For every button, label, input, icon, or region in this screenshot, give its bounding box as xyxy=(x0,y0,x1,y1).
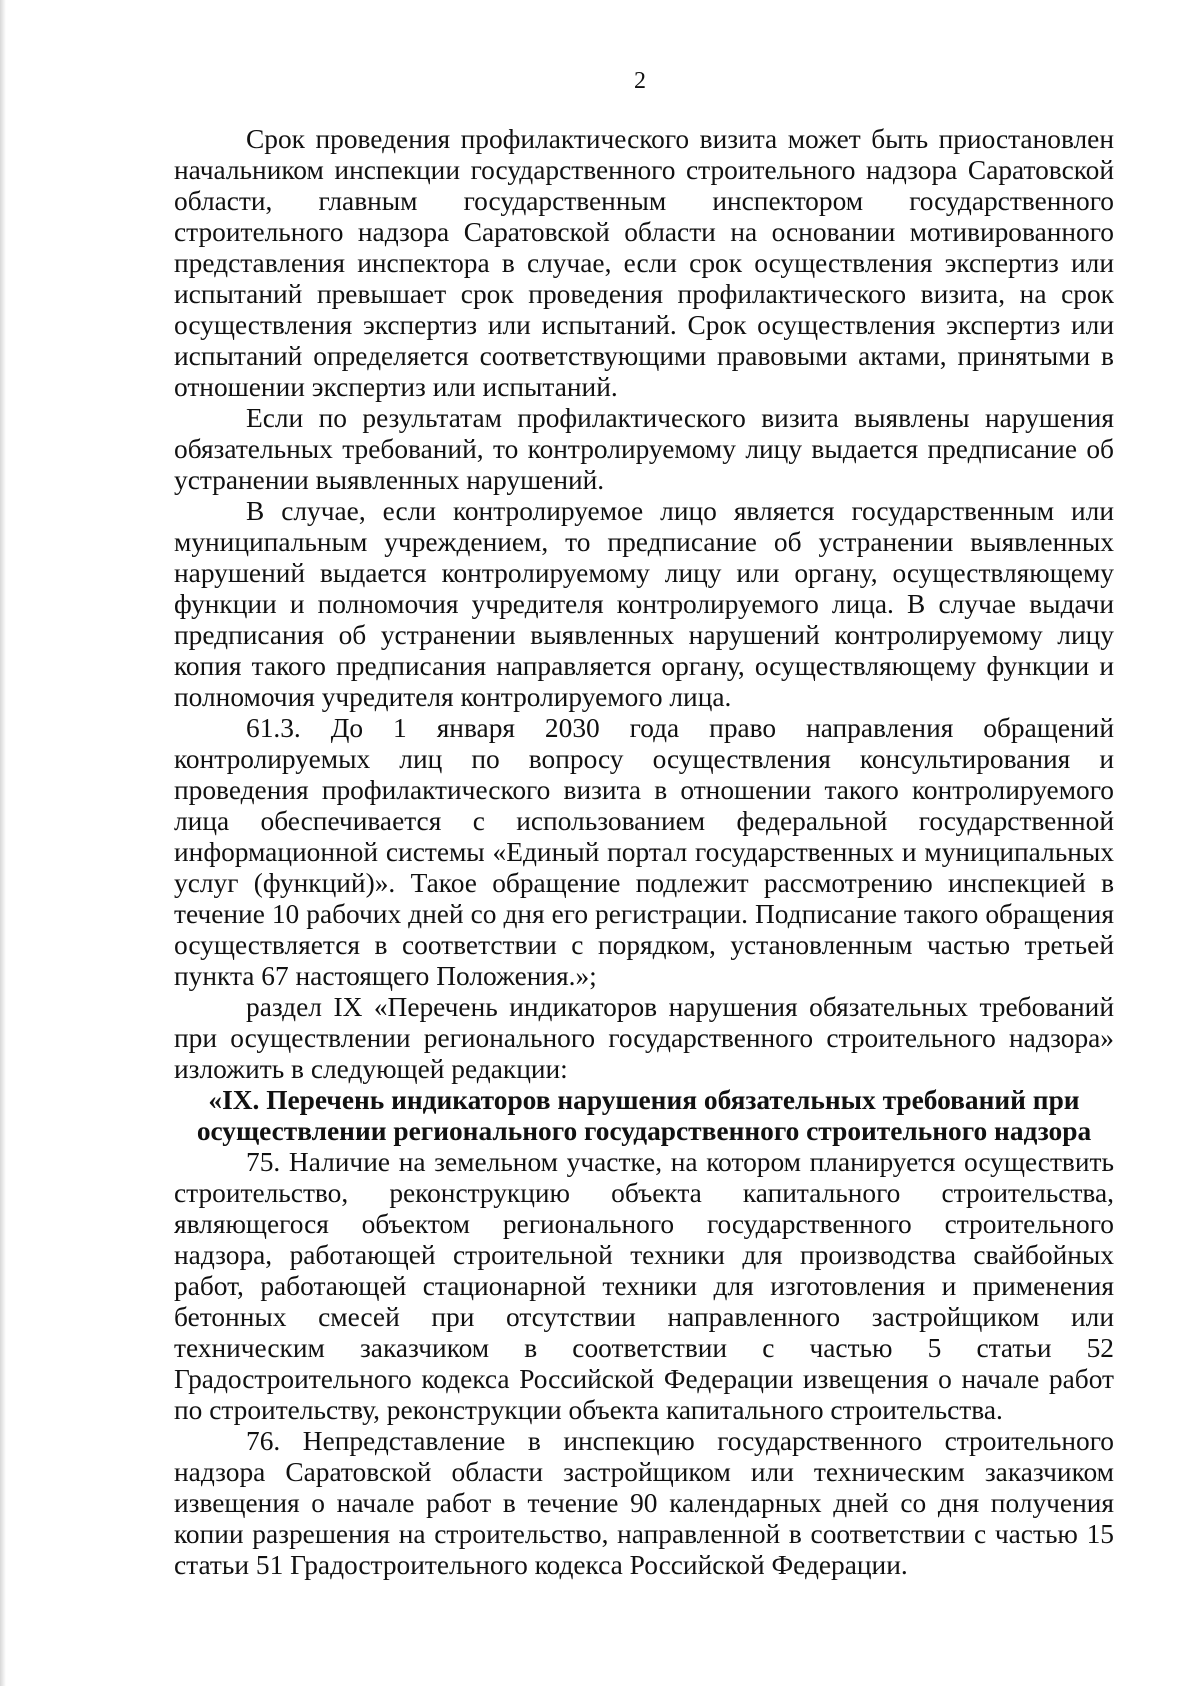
scan-edge xyxy=(0,0,6,1686)
page-number: 2 xyxy=(634,68,646,94)
paragraph-75: 75. Наличие на земельном участке, на котором планируется осуществить строительство, реконструкцию объекта капитального строительства, являющегося объектом регионального государственного строительного надзора, работающей строительной техники для производства свайбойных работ, работающей стационарной техники для изготовления и применения бетонных смесей при отсутствии направленного застройщиком или техническим заказчиком в соответствии с частью 5 статьи 52 Градостроительного кодекса Российской Федерации извещения о начале работ по строительству, реконструкции объекта капитального строительства. xyxy=(174,1147,1114,1425)
section-ix-heading: «IX. Перечень индикаторов нарушения обязательных требований при осуществлении регионального государственного строительного надзора xyxy=(196,1085,1092,1146)
paragraph-section-ix-intro: раздел IX «Перечень индикаторов нарушения обязательных требований при осуществлении регионального государственного строительного надзора» изложить в следующей редакции: xyxy=(174,992,1114,1084)
paragraph-76: 76. Непредставление в инспекцию государственного строительного надзора Саратовской области застройщиком или техническим заказчиком извещения о начале работ в течение 90 календарных дней со дня получения копии разрешения на строительство, направленной в соответствии с частью 15 статьи 51 Градостроительного кодекса Российской Федерации. xyxy=(174,1426,1114,1580)
document-body xyxy=(174,124,1114,1581)
paragraph-61-3: 61.3. До 1 января 2030 года право направления обращений контролируемых лиц по вопросу осуществления консультирования и проведения профилактического визита в отношении такого контролируемого лица обеспечивается с использованием федеральной государственной информационной системы «Единый портал государственных и муниципальных услуг (функций)». Такое обращение подлежит рассмотрению инспекцией в течение 10 рабочих дней со дня его регистрации. Подписание такого обращения осуществляется в соответствии с порядком, установленным частью третьей пункта 67 настоящего Положения.»; xyxy=(174,713,1114,991)
paragraph-suspension-of-visit: Срок проведения профилактического визита может быть приостановлен начальником инспекции государственного строительного надзора Саратовской области, главным государственным инспектором государственного строительного надзора Саратовской области на основании мотивированного представления инспектора в случае, если срок осуществления экспертиз или испытаний превышает срок проведения профилактического визита, на срок осуществления экспертиз или испытаний. Срок осуществления экспертиз или испытаний определяется соответствующими правовыми актами, принятыми в отношении экспертиз или испытаний. xyxy=(174,124,1114,402)
paragraph-violations-found: Если по результатам профилактического визита выявлены нарушения обязательных требований, то контролируемому лицу выдается предписание об устранении выявленных нарушений. xyxy=(174,403,1114,495)
paragraph-state-institution: В случае, если контролируемое лицо является государственным или муниципальным учреждением, то предписание об устранении выявленных нарушений выдается контролируемому лицу или органу, осуществляющему функции и полномочия учредителя контролируемого лица. В случае выдачи предписания об устранении выявленных нарушений контролируемому лицу копия такого предписания направляется органу, осуществляющему функции и полномочия учредителя контролируемого лица. xyxy=(174,496,1114,712)
